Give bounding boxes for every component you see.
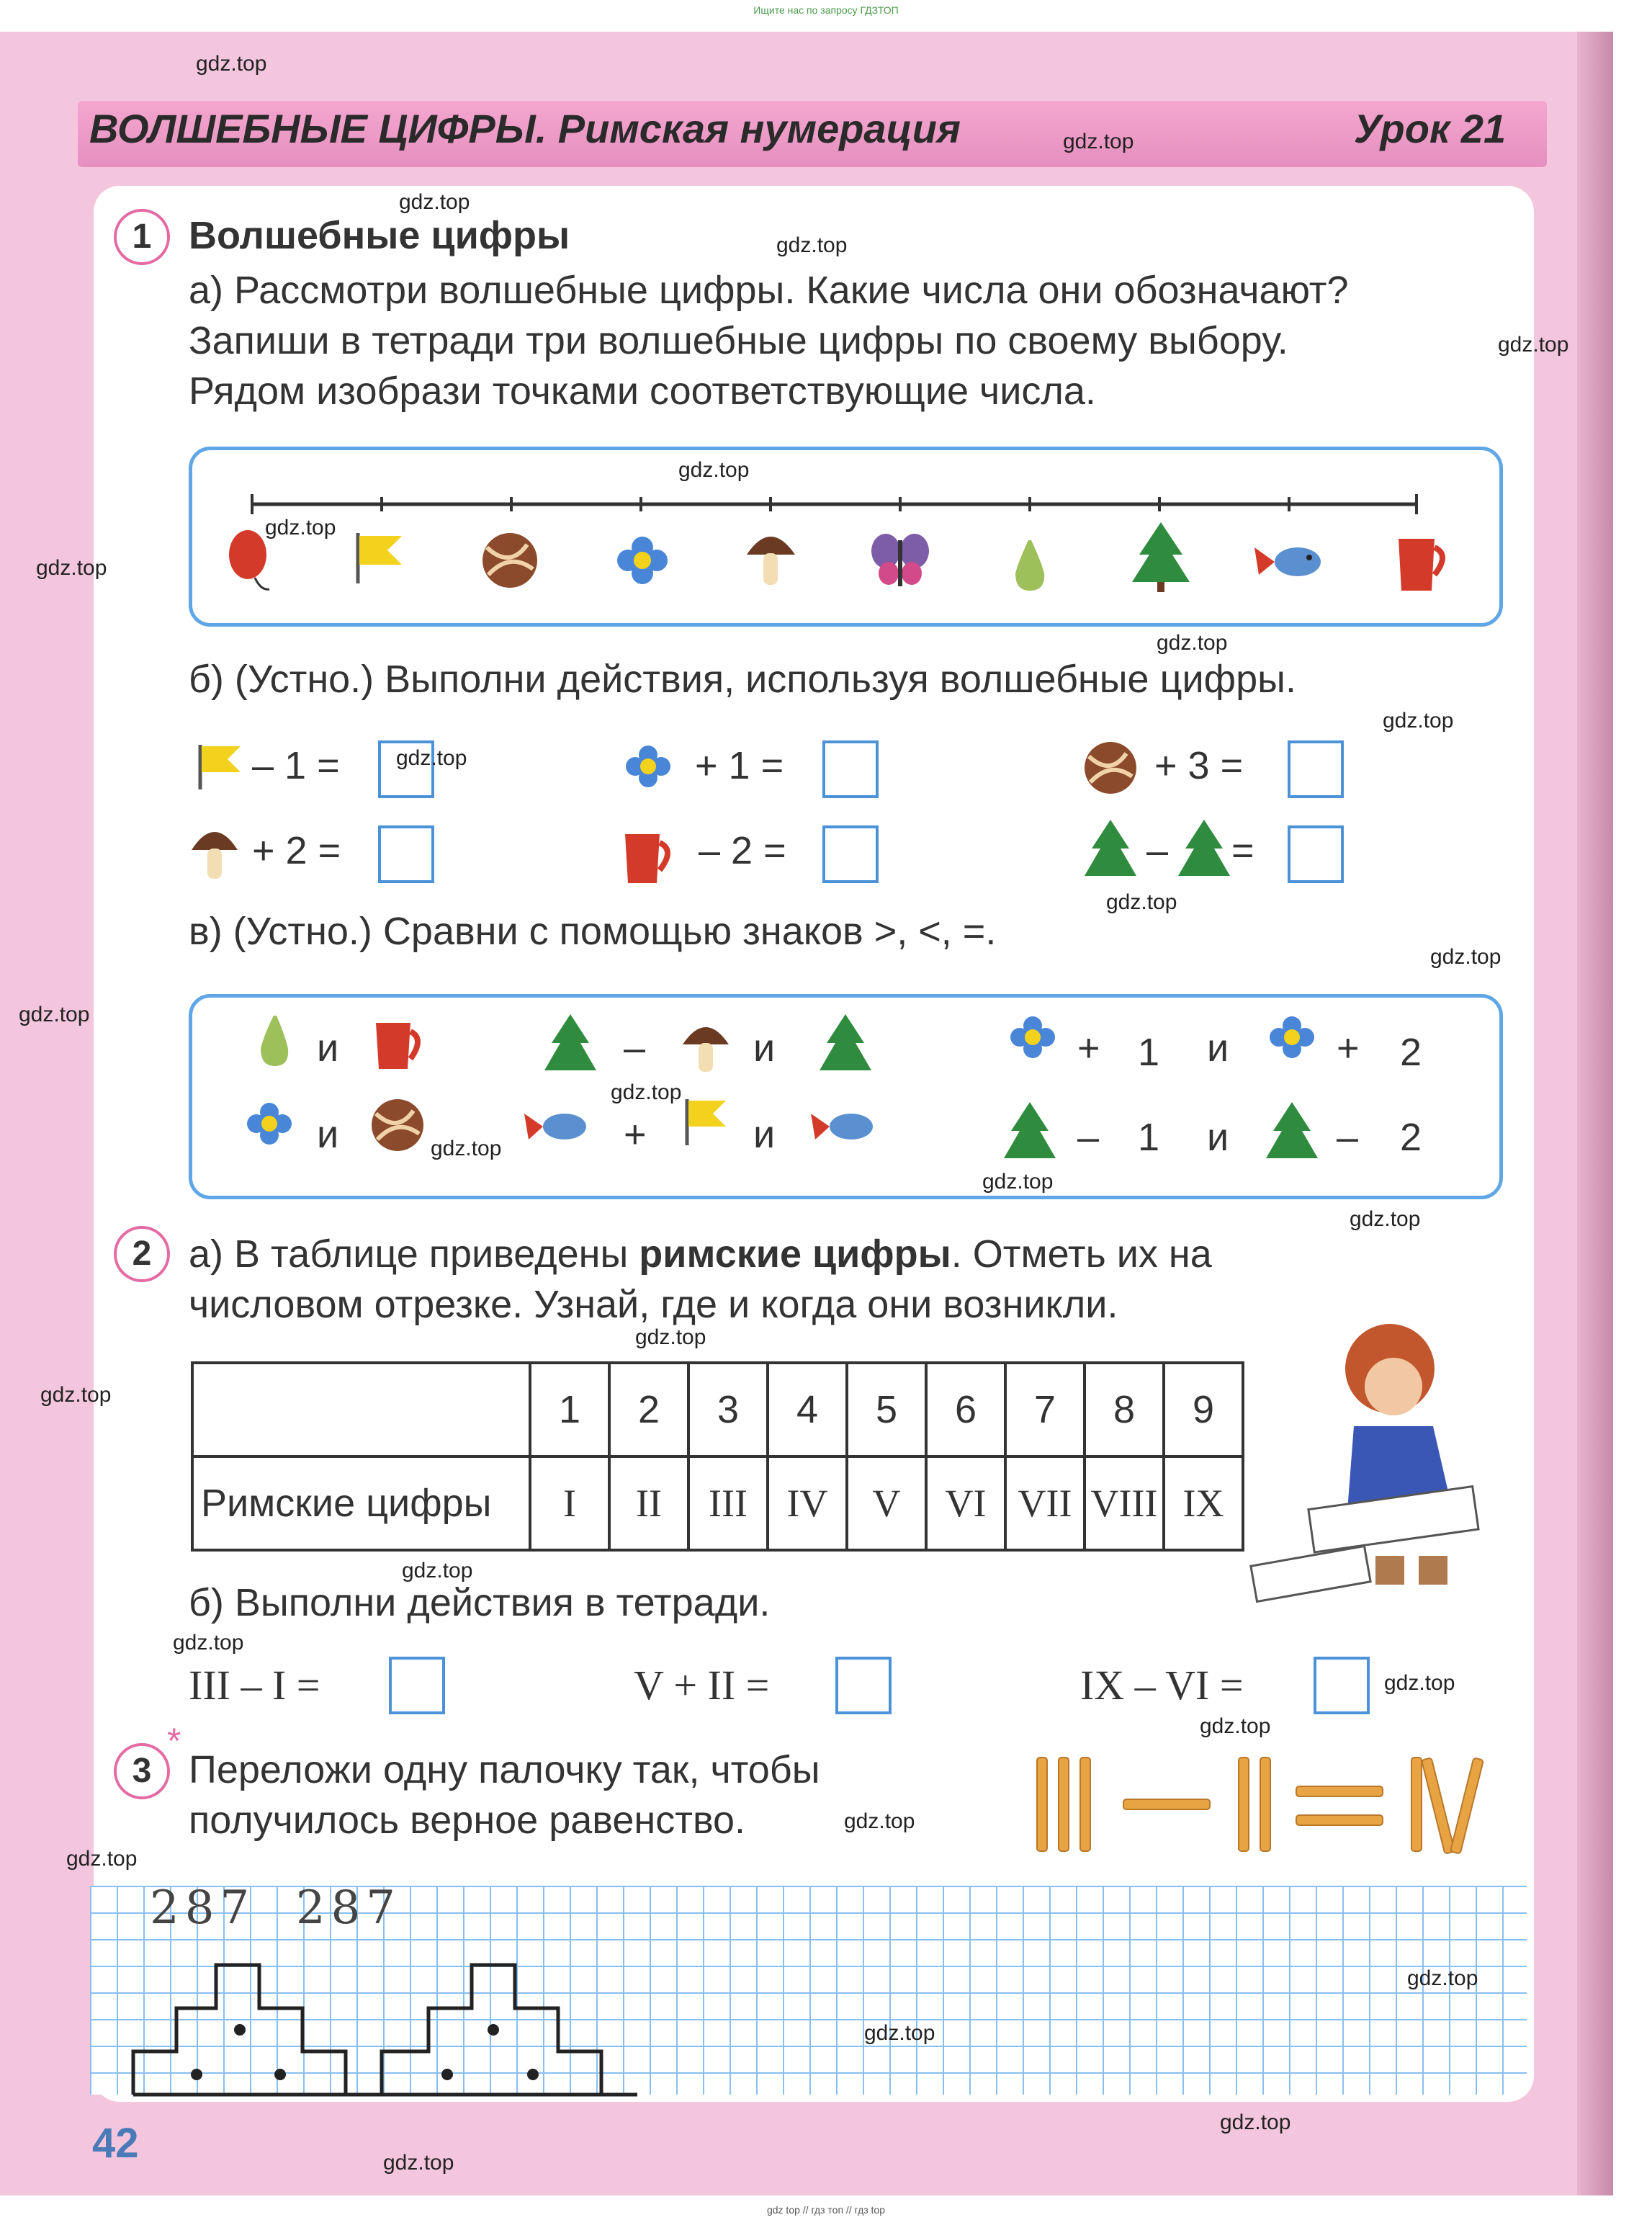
table-row (192, 1363, 1243, 1456)
answer-box[interactable] (378, 825, 434, 883)
ball-icon (372, 1099, 423, 1151)
flag-icon (358, 533, 402, 583)
table-cell: 1 (530, 1363, 609, 1456)
table-cell: I (530, 1456, 609, 1550)
task-1a-line: а) Рассмотри волшебные цифры. Какие числа они обозначают? (189, 269, 1349, 312)
watermark: gdz.top (1350, 1207, 1421, 1231)
watermark: gdz.top (396, 746, 467, 770)
table-cell: VII (1005, 1456, 1085, 1550)
page-edge (1577, 32, 1613, 2195)
task-2b-text: б) Выполни действия в тетради. (189, 1581, 771, 1624)
plus-sign: + (624, 1113, 647, 1156)
and-word: и (1207, 1026, 1229, 1070)
task-3-line: получилось верное равенство. (189, 1799, 746, 1842)
flag-icon (200, 745, 241, 789)
table-cell: III (688, 1456, 768, 1550)
watermark: gdz.top (635, 1325, 706, 1349)
roman-expression: IX – VI = (1080, 1662, 1244, 1709)
handwritten-digits: 287 287 (150, 1881, 401, 1935)
watermark: gdz.top (196, 52, 267, 76)
answer-box[interactable] (389, 1657, 445, 1714)
task-1-number: 1 (114, 209, 170, 265)
watermark: gdz.top (1407, 1966, 1478, 1990)
answer-box[interactable] (822, 825, 879, 883)
watermark: gdz.top (776, 233, 848, 257)
watermark: gdz.top (1157, 631, 1228, 655)
flower-icon (617, 537, 668, 584)
pear-icon (261, 1016, 288, 1066)
fish-icon (811, 1114, 873, 1140)
plus-sign: + (1337, 1026, 1360, 1070)
table-cell: IV (768, 1456, 847, 1550)
watermark: gdz.top (36, 556, 107, 580)
watermark: gdz.top (611, 1080, 682, 1104)
task-3-number: 3 (114, 1743, 170, 1799)
table-cell: Римские цифры (192, 1456, 530, 1550)
matchstick-puzzle (1023, 1750, 1527, 1858)
watermark: gdz.top (431, 1137, 502, 1160)
watermark: gdz.top (1430, 945, 1501, 969)
task-1b-text: б) (Устно.) Выполни действия, используя волшебные цифры. (189, 658, 1296, 701)
and-word: и (753, 1026, 776, 1070)
watermark: gdz.top (1384, 1671, 1455, 1695)
fish-icon (1254, 547, 1321, 576)
watermark: gdz.top (1106, 890, 1177, 914)
watermark: gdz.top (1383, 709, 1454, 733)
tree-icon (1004, 1102, 1056, 1158)
watermark: gdz.top (19, 1003, 90, 1026)
cup-icon (376, 1023, 418, 1069)
answer-box[interactable] (1288, 825, 1344, 883)
watermark: gdz.top (173, 1631, 244, 1655)
watermark: gdz.top (844, 1809, 915, 1833)
minus-sign: – (1077, 1116, 1100, 1159)
watermark: gdz.top (678, 458, 750, 482)
number-one: 1 (1138, 1031, 1160, 1074)
flower-icon (1270, 1016, 1314, 1058)
watermark: gdz.top (265, 516, 336, 540)
watermark: gdz.top (40, 1383, 112, 1407)
site-banner-bottom[interactable]: gdz top // гдз топ // гдз top (766, 2204, 886, 2216)
fish-icon (524, 1114, 586, 1140)
watermark: gdz.top (982, 1170, 1054, 1194)
and-word: и (753, 1113, 776, 1156)
and-word: и (317, 1113, 339, 1156)
op-text: + 3 = (1154, 744, 1244, 787)
watermark: gdz.top (1498, 333, 1569, 357)
task-3-star: * (167, 1721, 181, 1761)
dot-stair-figures (90, 1886, 810, 2102)
watermark: gdz.top (383, 2151, 454, 2175)
number-two: 2 (1400, 1116, 1422, 1159)
tree-icon (544, 1014, 596, 1070)
butterfly-icon (871, 534, 929, 586)
watermark: gdz.top (66, 1847, 138, 1871)
answer-box[interactable] (1288, 740, 1344, 798)
watermark: gdz.top (399, 190, 470, 214)
table-cell: V (847, 1456, 926, 1550)
tree-icon (1178, 820, 1230, 876)
tree-icon (1266, 1102, 1318, 1158)
table-cell: 7 (1005, 1363, 1085, 1456)
tree-icon (1085, 820, 1136, 876)
cup-icon (625, 834, 668, 883)
task-2a-line2: числовом отрезке. Узнай, где и когда они возникли. (189, 1283, 1118, 1326)
answer-box[interactable] (822, 740, 879, 798)
task-2a-prefix: а) В таблице приведены (189, 1232, 639, 1276)
op-text: – 1 = (252, 744, 340, 787)
number-line (189, 447, 1503, 627)
task-1-title: Волшебные цифры (189, 214, 570, 257)
answer-box[interactable] (835, 1657, 892, 1714)
site-banner-top[interactable]: Ищите нас по запросу ГДЗТОП (753, 4, 899, 16)
mushroom-icon (192, 832, 238, 879)
ball-icon (1085, 742, 1136, 794)
table-cell: 3 (688, 1363, 768, 1456)
task-1a-line: Рядом изобрази точками соответствующие числа. (189, 370, 1096, 413)
op-text: + 2 = (252, 829, 341, 872)
flag-icon (687, 1099, 726, 1145)
task-1c-text: в) (Устно.) Сравни с помощью знаков >, <, =. (189, 910, 997, 953)
task-3-line: Переложи одну палочку так, чтобы (189, 1748, 820, 1791)
girl-writing-illustration (1246, 1318, 1505, 1606)
and-word: и (1207, 1116, 1229, 1159)
table-cell: 6 (926, 1363, 1005, 1456)
task-1a-line: Запиши в тетради три волшебные цифры по своему выбору. (189, 319, 1288, 362)
ball-icon (482, 533, 537, 588)
cup-icon (1399, 539, 1442, 591)
watermark: gdz.top (1063, 130, 1134, 153)
watermark: gdz.top (864, 2021, 935, 2045)
task-2a-suffix: . Отметь их на (951, 1232, 1212, 1276)
flower-icon (247, 1103, 292, 1145)
watermark: gdz.top (1200, 1714, 1271, 1738)
answer-box[interactable] (1314, 1657, 1370, 1714)
table-cell: 8 (1085, 1363, 1164, 1456)
pear-icon (1015, 540, 1044, 591)
plus-sign: + (1077, 1026, 1100, 1070)
minus-sign: – (624, 1026, 646, 1070)
mushroom-icon (747, 537, 795, 585)
page-number: 42 (92, 2120, 139, 2167)
task-2a-line (189, 1232, 1212, 1276)
watermark: gdz.top (1220, 2110, 1291, 2134)
roman-expression: V + II = (634, 1662, 770, 1709)
compare-icons (189, 994, 1503, 1199)
table-row (192, 1456, 1243, 1550)
table-cell: IX (1164, 1456, 1243, 1550)
task-2-number: 2 (114, 1226, 170, 1282)
table-cell: 9 (1164, 1363, 1243, 1456)
mushroom-icon (683, 1027, 729, 1072)
task-2a-bold: римские цифры (639, 1232, 951, 1276)
table-cell: 4 (768, 1363, 847, 1456)
flower-icon (626, 746, 670, 787)
number-two: 2 (1400, 1031, 1422, 1074)
flower-icon (1010, 1016, 1055, 1058)
tree-icon (820, 1014, 871, 1070)
balloon-icon (229, 530, 269, 589)
number-one: 1 (1138, 1116, 1160, 1159)
op-text: – (1146, 829, 1169, 872)
op-text: + 1 = (695, 744, 784, 787)
op-text: = (1231, 829, 1254, 872)
and-word: и (317, 1026, 339, 1070)
table-cell (192, 1363, 530, 1456)
lesson-number: Урок 21 (1354, 106, 1507, 151)
table-cell: VIII (1085, 1456, 1164, 1550)
table-cell: II (609, 1456, 688, 1550)
watermark: gdz.top (402, 1559, 473, 1582)
lesson-title: ВОЛШЕБНЫЕ ЦИФРЫ. Римская нумерация (89, 106, 961, 151)
table-cell: 5 (847, 1363, 926, 1456)
minus-sign: – (1337, 1116, 1359, 1159)
table-cell: 2 (609, 1363, 688, 1456)
tree-icon (1132, 522, 1190, 592)
table-cell: VI (926, 1456, 1005, 1550)
op-text: – 2 = (699, 829, 786, 872)
roman-expression: III – I = (189, 1662, 320, 1709)
roman-numerals-table (191, 1361, 1244, 1552)
